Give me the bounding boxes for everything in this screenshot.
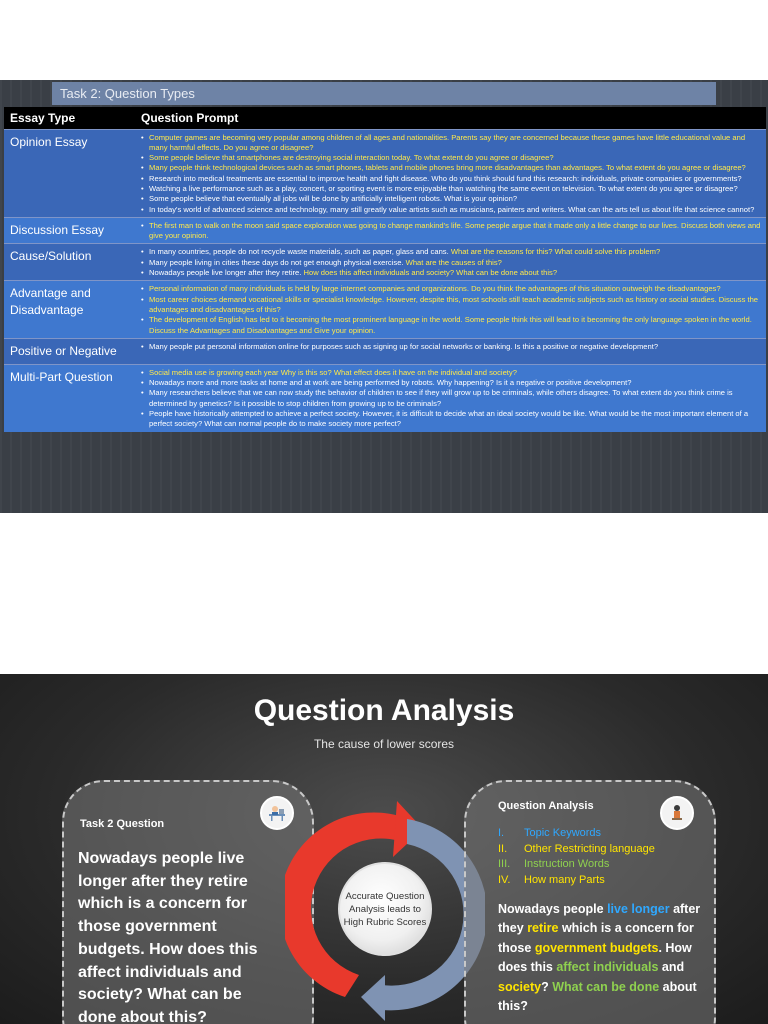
prompt-text: Many people put personal information online for purposes such as signing up for social networks or banking. Is this a positive or negative development? <box>149 341 659 351</box>
prompt-text: Nowadays people live longer after they retire. <box>149 268 304 278</box>
table-row <box>4 217 766 244</box>
prompt-item <box>139 194 762 204</box>
prompt-text: Nowadays more and more tasks at home and at work are being performed by robots. Why happening? Is it a negative or positive development? <box>149 378 632 388</box>
criterion-number: IV. <box>498 874 511 887</box>
prompt-item <box>139 174 762 184</box>
prompt-item <box>139 184 762 194</box>
essay-type-cell: Positive or Negative <box>4 338 135 364</box>
prompt-item <box>139 247 762 257</box>
question-segment: government budgets <box>534 940 659 955</box>
question-prompt-cell <box>135 281 766 338</box>
prompt-text: Social media use is growing each year Why is this so? What effect does it have on the individual and society? <box>149 367 517 377</box>
prompt-item <box>139 378 762 388</box>
prompt-item <box>139 221 762 242</box>
center-circle <box>338 862 432 956</box>
prompt-item <box>139 153 762 163</box>
prompt-text: Some people believe that smartphones are destroying social interaction today. To what extent do you agree or disagree? <box>149 153 554 163</box>
prompt-text: Most career choices demand vocational skills or specialist knowledge. However, despite this, most schools still teach academic subjects such as history or social studies. Discuss the advantages and disadvantages of this? <box>149 294 759 314</box>
task2-question-text: Nowadays people live longer after they retire which is a concern for those government budgets. How does this affect individuals and society? What can be done about this? <box>78 850 258 1024</box>
slide-subtitle: The cause of lower scores <box>313 737 455 751</box>
question-segment: which is a concern for those <box>498 921 694 955</box>
prompt-list <box>139 133 762 215</box>
prompt-list <box>139 284 762 335</box>
card-label: Task 2 Question <box>80 818 165 830</box>
prompt-list <box>139 221 762 242</box>
question-segment: ? <box>541 979 553 994</box>
highlighted-question-text <box>498 900 708 1016</box>
card-label: Question Analysis <box>498 800 594 812</box>
essay-type-cell: Discussion Essay <box>4 217 135 244</box>
prompt-item <box>139 258 762 268</box>
prompt-text: What are the causes of this? <box>405 257 502 267</box>
prompt-text: In today's world of advanced science and technology, many still greatly value artists such as musicians, painters and writers. What can the arts tell us about life that science cannot? <box>149 204 755 214</box>
person-thinking-icon <box>660 796 694 830</box>
criterion-number: II. <box>498 842 508 855</box>
essay-type-cell: Advantage and Disadvantage <box>4 281 135 338</box>
slide-title: Question Analysis <box>253 694 515 727</box>
question-prompt-cell <box>135 217 766 244</box>
table-row <box>4 364 766 431</box>
prompt-text: Watching a live performance such as a play, concert, or sporting event is more enjoyable than watching the same event on television. To what extent do you agree or disagree? <box>149 183 738 193</box>
question-segment: Nowadays people <box>498 902 608 916</box>
essay-type-cell: Opinion Essay <box>4 129 135 217</box>
analysis-criterion <box>498 842 655 858</box>
task2-question-card <box>62 780 314 1024</box>
question-types-slide <box>0 80 768 513</box>
prompt-item <box>139 295 762 316</box>
prompt-item <box>139 368 762 378</box>
criterion-number: I. <box>498 827 505 839</box>
prompt-text: Computer games are becoming very popular among children of all ages and nationalities. Parents say they are concerned because these games have little educational value and many harmful effects. Do you agree or disagree? <box>149 132 746 152</box>
prompt-text: People have historically attempted to achieve a perfect society. However, it is difficult to decide what an ideal society would be like. What would be the most important element of a perfect society? What can normal people do to make society more perfect? <box>149 409 749 429</box>
question-segment: live longer <box>607 902 670 916</box>
prompt-text: How does this affect individuals and society? What can be done about this? <box>303 268 558 278</box>
prompt-item <box>139 133 762 154</box>
slide-title: Task 2: Question Types <box>52 82 716 105</box>
prompt-list <box>139 368 762 430</box>
table-row <box>4 129 766 217</box>
prompt-text: The development of English has led to it becoming the most prominent language in the world. Some people think this will lead to it becoming the only language spoken in the world. Discuss the Advantages and Disadvantages and Give your opinion. <box>149 315 752 335</box>
prompt-item <box>139 409 762 430</box>
table-row <box>4 244 766 281</box>
table-row <box>4 281 766 338</box>
question-analysis-slide <box>0 674 768 1024</box>
prompt-text: What are the reasons for this? What could solve this problem? <box>450 247 661 257</box>
question-segment: about this? <box>498 979 697 1014</box>
analysis-criteria-list <box>498 826 655 889</box>
center-text: Accurate Question Analysis leads to High Rubric Scores <box>343 890 427 928</box>
blue-arrow-head <box>361 975 385 1021</box>
prompt-text: In many countries, people do not recycle waste materials, such as paper, glass and cans. <box>149 247 451 257</box>
analysis-criterion <box>498 826 655 842</box>
analysis-criterion <box>498 873 655 889</box>
question-segment: retire <box>527 921 559 936</box>
prompt-text: Many researchers believe that we can now study the behavior of children to see if they will grow up to be criminals, while others disagree. To what extent do you think crime is determined by genetics? Is it possible to stop children from growing up to be criminals? <box>149 388 733 408</box>
prompt-item <box>139 163 762 173</box>
question-prompt-cell <box>135 129 766 217</box>
essay-type-cell: Cause/Solution <box>4 244 135 281</box>
question-segment: society <box>498 979 542 994</box>
question-segment: after they <box>498 902 701 936</box>
question-prompt-cell <box>135 364 766 431</box>
question-prompt-cell <box>135 244 766 281</box>
table-body <box>4 129 766 432</box>
question-segment: and <box>658 960 685 975</box>
prompt-item <box>139 284 762 294</box>
prompt-list <box>139 247 762 278</box>
criterion-text: Instruction Words <box>524 858 610 871</box>
criterion-text: How many Parts <box>524 874 605 887</box>
prompt-item <box>139 315 762 336</box>
criterion-text: Other Restricting language <box>524 842 655 855</box>
prompt-text: Personal information of many individuals is held by large internet companies and organizations. Do you think the advantages of this situation outweigh the disadvantages? <box>149 284 721 294</box>
table-header-row <box>4 107 766 129</box>
prompt-text: Some people believe that eventually all jobs will be done by artificially intelligent robots. What is your opinion? <box>149 194 518 204</box>
prompt-item <box>139 205 762 215</box>
analysis-criterion <box>498 857 655 873</box>
question-segment: affect individuals <box>556 960 659 975</box>
table-row <box>4 338 766 364</box>
prompt-list <box>139 342 762 352</box>
question-prompt-cell <box>135 338 766 364</box>
question-segment: What can be done <box>552 979 660 994</box>
header-question-prompt: Question Prompt <box>135 107 766 129</box>
prompt-text: Many people think technological devices such as smart phones, tablets and mobile phones bring more disadvantages than advantages. To what extent do you agree or disagree? <box>149 163 746 173</box>
question-segment: . How does this <box>498 940 692 975</box>
prompt-text: Research into medical treatments are essential to improve health and fight disease. Who do you think should fund this research: individuals, private companies or governments? <box>149 173 742 183</box>
prompt-item <box>139 388 762 409</box>
criterion-text: Topic Keywords <box>524 827 602 839</box>
prompt-text: The first man to walk on the moon said space exploration was going to change mankind's life. Some people argue that it made only a little change to our lives. Discuss both views and give your opinion. <box>149 220 761 241</box>
question-analysis-card <box>464 780 716 1024</box>
prompt-text: Many people living in cities these days do not get enough physical exercise. <box>149 257 406 267</box>
prompt-item <box>139 268 762 278</box>
criterion-number: III. <box>498 858 511 871</box>
question-types-table <box>4 107 766 432</box>
header-essay-type: Essay Type <box>4 107 135 129</box>
prompt-item <box>139 342 762 352</box>
essay-type-cell: Multi-Part Question <box>4 364 135 431</box>
